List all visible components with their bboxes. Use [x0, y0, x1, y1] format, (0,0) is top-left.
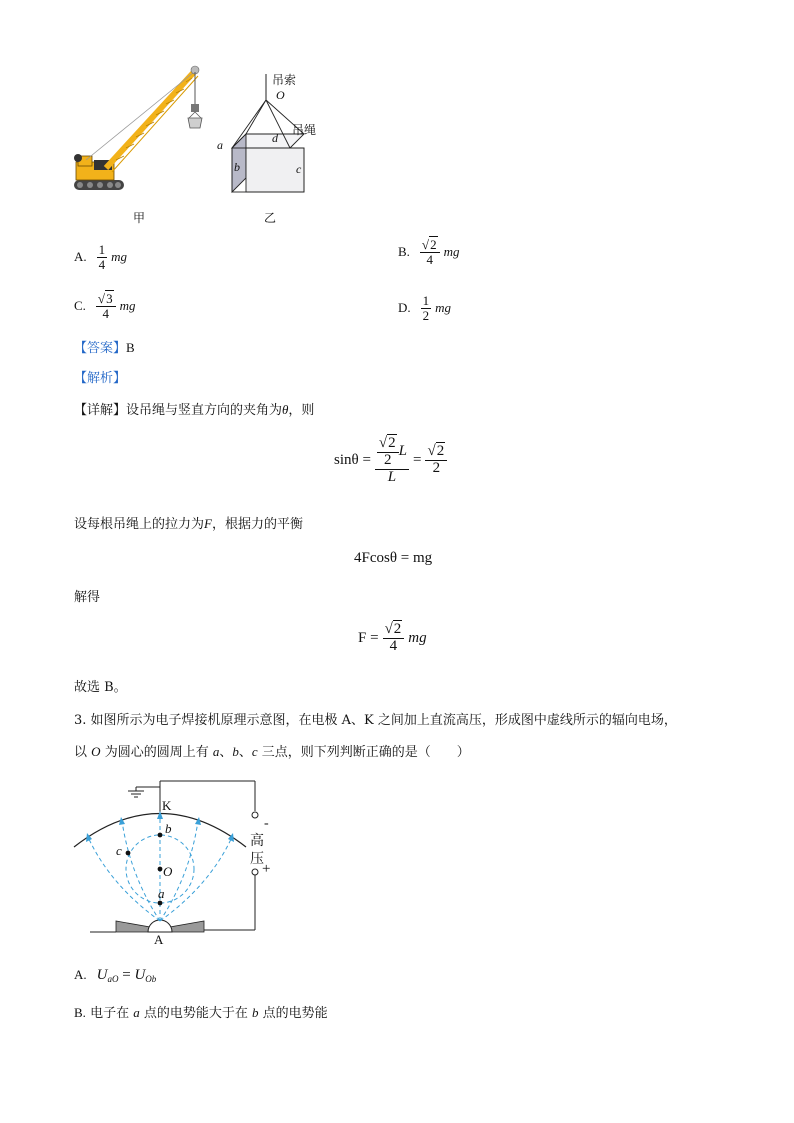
solve-line: 解得	[74, 590, 101, 605]
label-a: a	[158, 886, 165, 901]
label-a: a	[217, 138, 223, 152]
force-line: 设每根吊绳上的拉力为F，根据力的平衡	[74, 516, 303, 532]
fraction: $\frac{√2}{2}$ L L	[375, 436, 409, 485]
figure-label-jia: 甲	[133, 211, 146, 225]
answer-tag: 【答案】	[74, 341, 127, 356]
label-gao: 高	[250, 833, 264, 849]
formula: $U_{aO} = U_{Ob}$	[96, 967, 157, 984]
label-minus: -	[264, 816, 269, 831]
label-b: b	[165, 821, 172, 836]
unit: mg	[443, 244, 460, 260]
label-plus: +	[262, 861, 271, 877]
equation-balance: 4Fcosθ = mg	[354, 550, 433, 566]
fraction: $\frac{√3}{4}$	[96, 292, 116, 320]
label-diao-sheng: 吊绳	[292, 123, 317, 137]
label-d: d	[272, 131, 278, 145]
q3-option-B[interactable]: B. 电子在 a 点的电势能大于在 b 点的电势能	[74, 1005, 328, 1021]
question3-line1: 3. 如图所示为电子焊接机原理示意图，在电极 A、K 之间加上直流高压，形成图中虚线所示的辐向电场，	[74, 713, 677, 728]
question3-line2: 以 O 为圆心的圆周上有 a、b、c 三点，则下列判断正确的是（ ）	[74, 744, 470, 760]
fraction: $\frac{√2}{4}$	[420, 238, 440, 266]
equation-sin-theta: sinθ = $\frac{√2}{2}$ L L = $\frac{√2}{2}$	[334, 436, 447, 485]
option-D[interactable]	[398, 294, 451, 322]
analysis-tag: 【解析】	[74, 371, 127, 386]
label-b: b	[234, 160, 240, 174]
label-O: O	[163, 864, 173, 879]
q3-option-A[interactable]	[74, 967, 156, 984]
label-O: O	[276, 88, 285, 102]
option-B[interactable]	[398, 238, 459, 266]
option-C[interactable]	[74, 292, 135, 320]
unit: mg	[435, 300, 452, 316]
crane-figure	[66, 60, 216, 210]
fraction: $\frac{√2}{4}$	[383, 622, 405, 655]
option-letter: A.	[74, 967, 87, 982]
answer-value: B	[126, 340, 135, 355]
analysis-line	[74, 369, 126, 389]
fraction: $\frac{1}{4}$	[98, 242, 106, 272]
option-letter: A.	[74, 249, 87, 265]
welder-diagram	[70, 775, 290, 950]
equation-F: F = $\frac{√2}{4}$ mg	[358, 621, 427, 654]
label-A: A	[154, 932, 164, 947]
fraction: $\frac{√2}{2}$	[425, 444, 447, 477]
label-c: c	[116, 843, 122, 858]
box-diagram	[212, 68, 332, 198]
option-letter: D.	[398, 300, 411, 316]
option-A[interactable]	[74, 243, 127, 271]
detail-line: 【详解】设吊绳与竖直方向的夹角为θ，则	[74, 402, 315, 418]
label-K: K	[162, 798, 172, 813]
figure-label-yi: 乙	[264, 211, 277, 225]
detail-tag: 【详解】	[74, 403, 127, 418]
label-c: c	[296, 162, 302, 176]
conclusion-line: 故选 B。	[74, 680, 127, 695]
unit: mg	[119, 298, 136, 314]
option-letter: B.	[398, 244, 410, 260]
label-ya: 压	[250, 851, 264, 867]
answer-line	[74, 338, 135, 359]
fraction: $\frac{1}{2}$	[422, 293, 430, 323]
label-diao-suo: 吊索	[272, 73, 297, 87]
option-letter: C.	[74, 298, 86, 314]
unit: mg	[111, 249, 128, 265]
